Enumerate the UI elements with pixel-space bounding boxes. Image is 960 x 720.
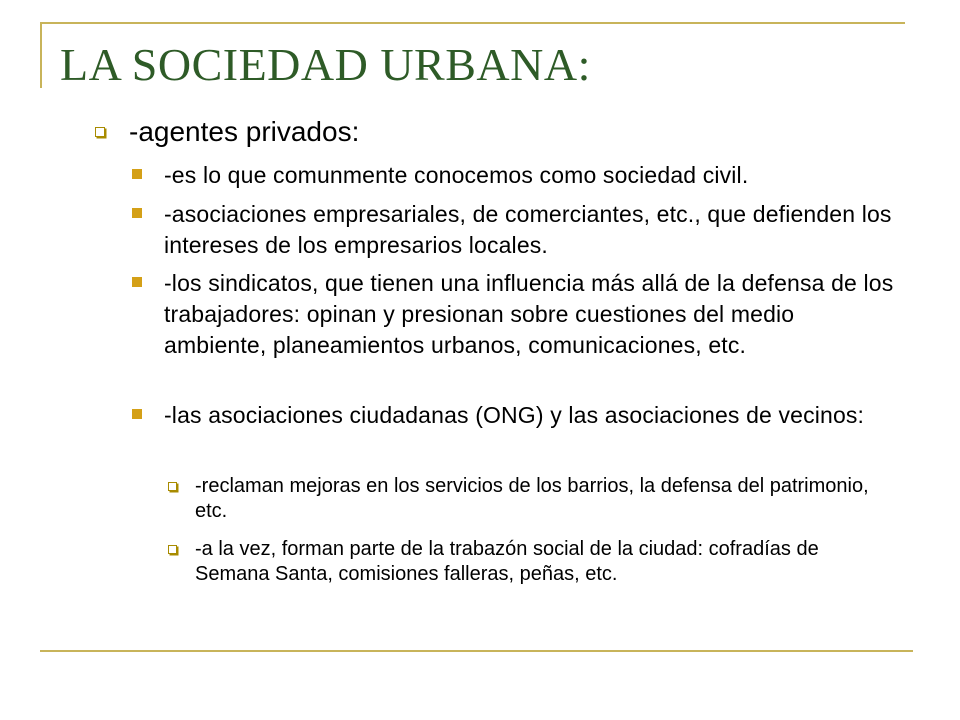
left-rule [40,22,42,88]
bullet-text: -asociaciones empresariales, de comerciantes, etc., que defienden los intereses de los empresarios locales. [164,201,892,258]
filled-square-bullet-icon [132,409,142,419]
bullet-text: -los sindicatos, que tienen una influencia más allá de la defensa de los trabajadores: opinan y presionan sobre cuestiones del medio ambiente, planeamientos urbanos, comunicaciones, etc. [164,270,894,358]
bullet-text: -las asociaciones ciudadanas (ONG) y las asociaciones de vecinos: [164,402,865,428]
hollow-square-bullet-icon [95,127,105,137]
sub-bullet-text: -reclaman mejoras en los servicios de los barrios, la defensa del patrimonio, etc. [195,475,869,522]
slide-title: LA SOCIEDAD URBANA: [60,39,591,90]
top-rule [40,22,905,24]
filled-square-bullet-icon [132,277,142,287]
filled-square-bullet-icon [132,208,142,218]
sub-bullet-item [168,537,888,587]
bullet-item [132,268,902,361]
bullet-item [132,199,902,261]
hollow-square-bullet-icon [168,545,177,554]
bullet-text: -es lo que comunmente conocemos como sociedad civil. [164,162,749,188]
bullet-item [132,400,902,431]
bullet-item [132,160,902,191]
heading-item [95,116,359,148]
heading-text: -agentes privados: [129,116,360,147]
filled-square-bullet-icon [132,169,142,179]
hollow-square-bullet-icon [168,482,177,491]
sub-bullet-text: -a la vez, forman parte de la trabazón social de la ciudad: cofradías de Semana Santa, comisiones falleras, peñas, etc. [195,538,819,585]
bottom-rule [40,650,913,652]
sub-bullet-item [168,474,888,524]
